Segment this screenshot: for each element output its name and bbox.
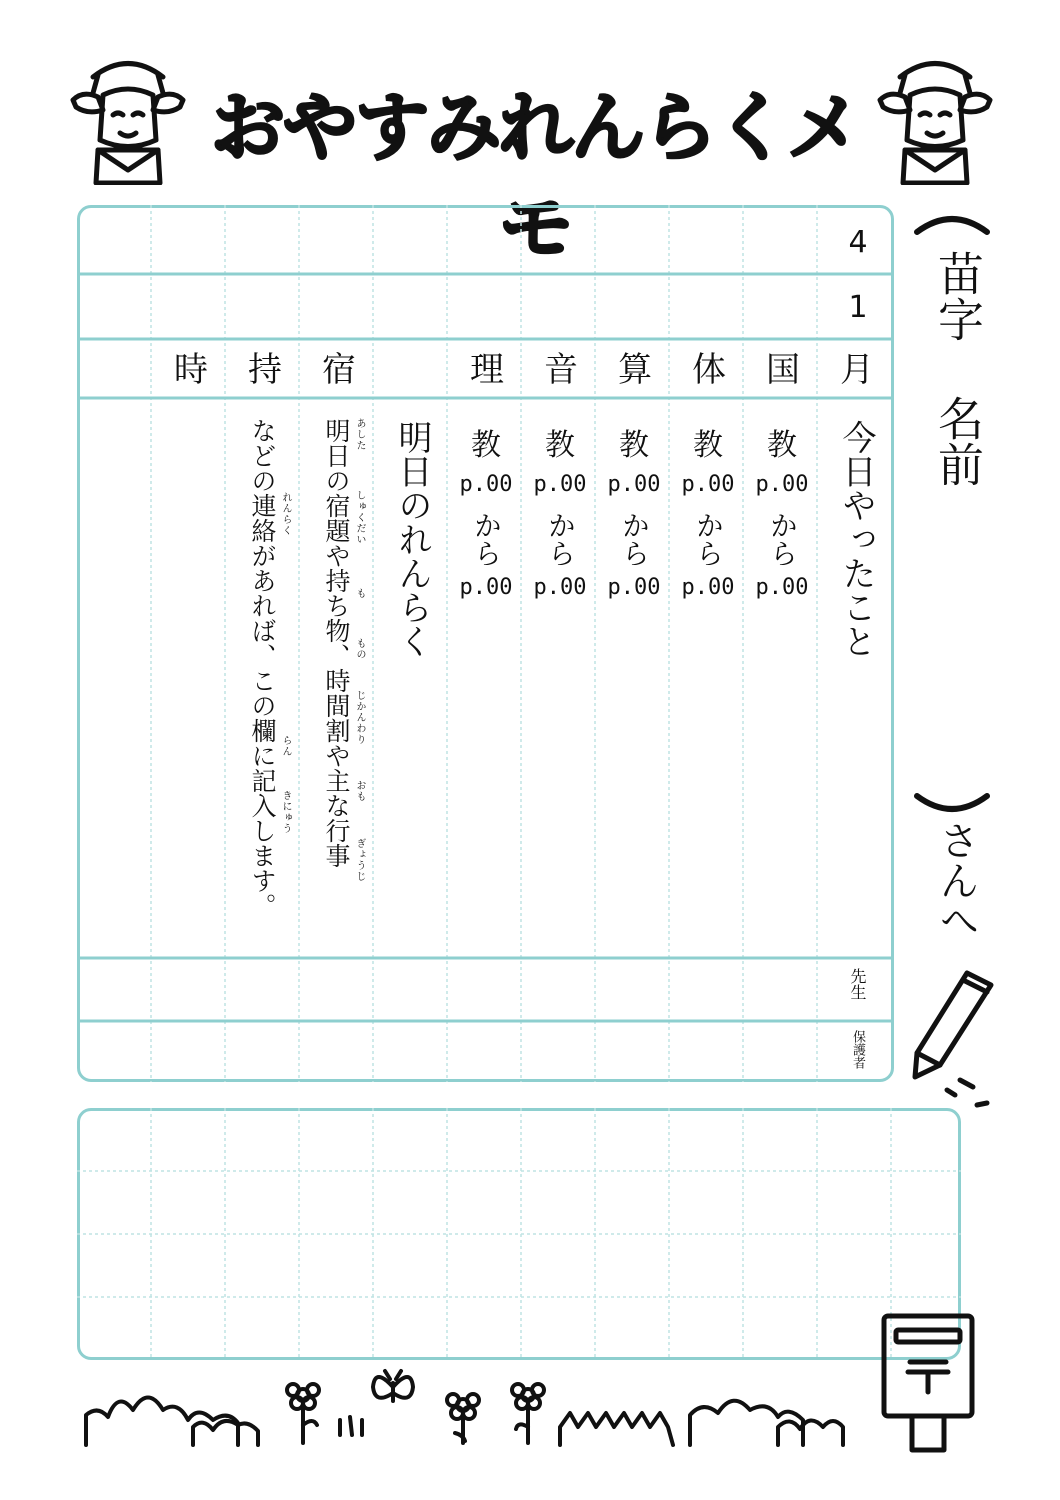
ruby-kinyuu: きにゅう <box>280 790 291 834</box>
subject-column-japanese <box>747 420 817 600</box>
grass-and-flowers-icon <box>78 1365 898 1455</box>
category-timetable: 時 <box>174 350 208 390</box>
page-to: p.00 <box>681 575 735 600</box>
instruction-line-1: 明日の宿題や持ち物、時間割や主な行事 <box>322 418 351 868</box>
tomorrow-label: 明日のれんらく <box>392 420 432 658</box>
pencil-icon <box>905 965 1000 1115</box>
ruby-ran: らん <box>280 735 291 757</box>
notes-grid-lines <box>77 1108 961 1360</box>
subject-music: 音 <box>544 350 578 390</box>
textbook-label: 教 <box>545 428 575 463</box>
subject-science: 理 <box>470 350 504 390</box>
textbook-label: 教 <box>693 428 723 463</box>
page-from: p.00 <box>533 472 587 497</box>
surname-label: 苗字 <box>931 250 985 342</box>
ruby-mono: もの <box>354 638 365 660</box>
from-word: から <box>544 511 577 567</box>
open-bracket-icon <box>912 208 992 238</box>
ruby-omo: おも <box>354 780 365 802</box>
from-word: から <box>618 511 651 567</box>
subject-column-music <box>525 420 595 600</box>
page-from: p.00 <box>607 472 661 497</box>
from-word: から <box>766 511 799 567</box>
subject-column-math <box>599 420 669 600</box>
instruction-line-2: などの連絡があれば、この欄に記入します。 <box>248 418 277 918</box>
ruby-mo: も <box>354 588 365 599</box>
close-bracket-icon <box>912 790 992 820</box>
subject-column-science <box>451 420 521 600</box>
guardian-sign-label: 保護者 <box>850 1030 865 1069</box>
goat-mascot-left-icon <box>68 45 188 185</box>
goat-mascot-right-icon <box>875 45 995 185</box>
ruby-ashita: あした <box>354 418 365 451</box>
ruby-jikanwari: じかんわり <box>354 690 365 745</box>
day-number: 1 <box>848 290 868 325</box>
page-to: p.00 <box>533 575 587 600</box>
page-from: p.00 <box>459 472 513 497</box>
from-word: から <box>470 511 503 567</box>
page-from: p.00 <box>755 472 809 497</box>
page-to: p.00 <box>607 575 661 600</box>
page-from: p.00 <box>681 472 735 497</box>
subject-japanese: 国 <box>766 350 800 390</box>
honorific-label: さんへ <box>933 820 979 940</box>
ruby-renraku: れんらく <box>280 492 291 536</box>
textbook-label: 教 <box>619 428 649 463</box>
subject-pe: 体 <box>692 350 726 390</box>
page-to: p.00 <box>755 575 809 600</box>
page-to: p.00 <box>459 575 513 600</box>
ruby-gyouji: ぎょうじ <box>354 838 365 882</box>
name-label: 名前 <box>931 395 985 487</box>
schedule-grid-lines <box>77 205 894 1082</box>
weekday-label: 月 <box>840 350 874 390</box>
mailbox-icon <box>878 1310 978 1455</box>
category-belongings: 持 <box>248 350 282 390</box>
category-homework: 宿 <box>322 350 356 390</box>
today-label: 今日やったこと <box>836 420 876 658</box>
subject-column-pe <box>673 420 743 600</box>
page-title: おやすみれんらくメモ <box>211 85 859 271</box>
teacher-sign-label: 先生 <box>848 968 867 1000</box>
subject-math: 算 <box>618 350 652 390</box>
month-number: 4 <box>848 225 868 260</box>
from-word: から <box>692 511 725 567</box>
ruby-shukudai: しゅくだい <box>354 490 365 545</box>
textbook-label: 教 <box>471 428 501 463</box>
textbook-label: 教 <box>767 428 797 463</box>
